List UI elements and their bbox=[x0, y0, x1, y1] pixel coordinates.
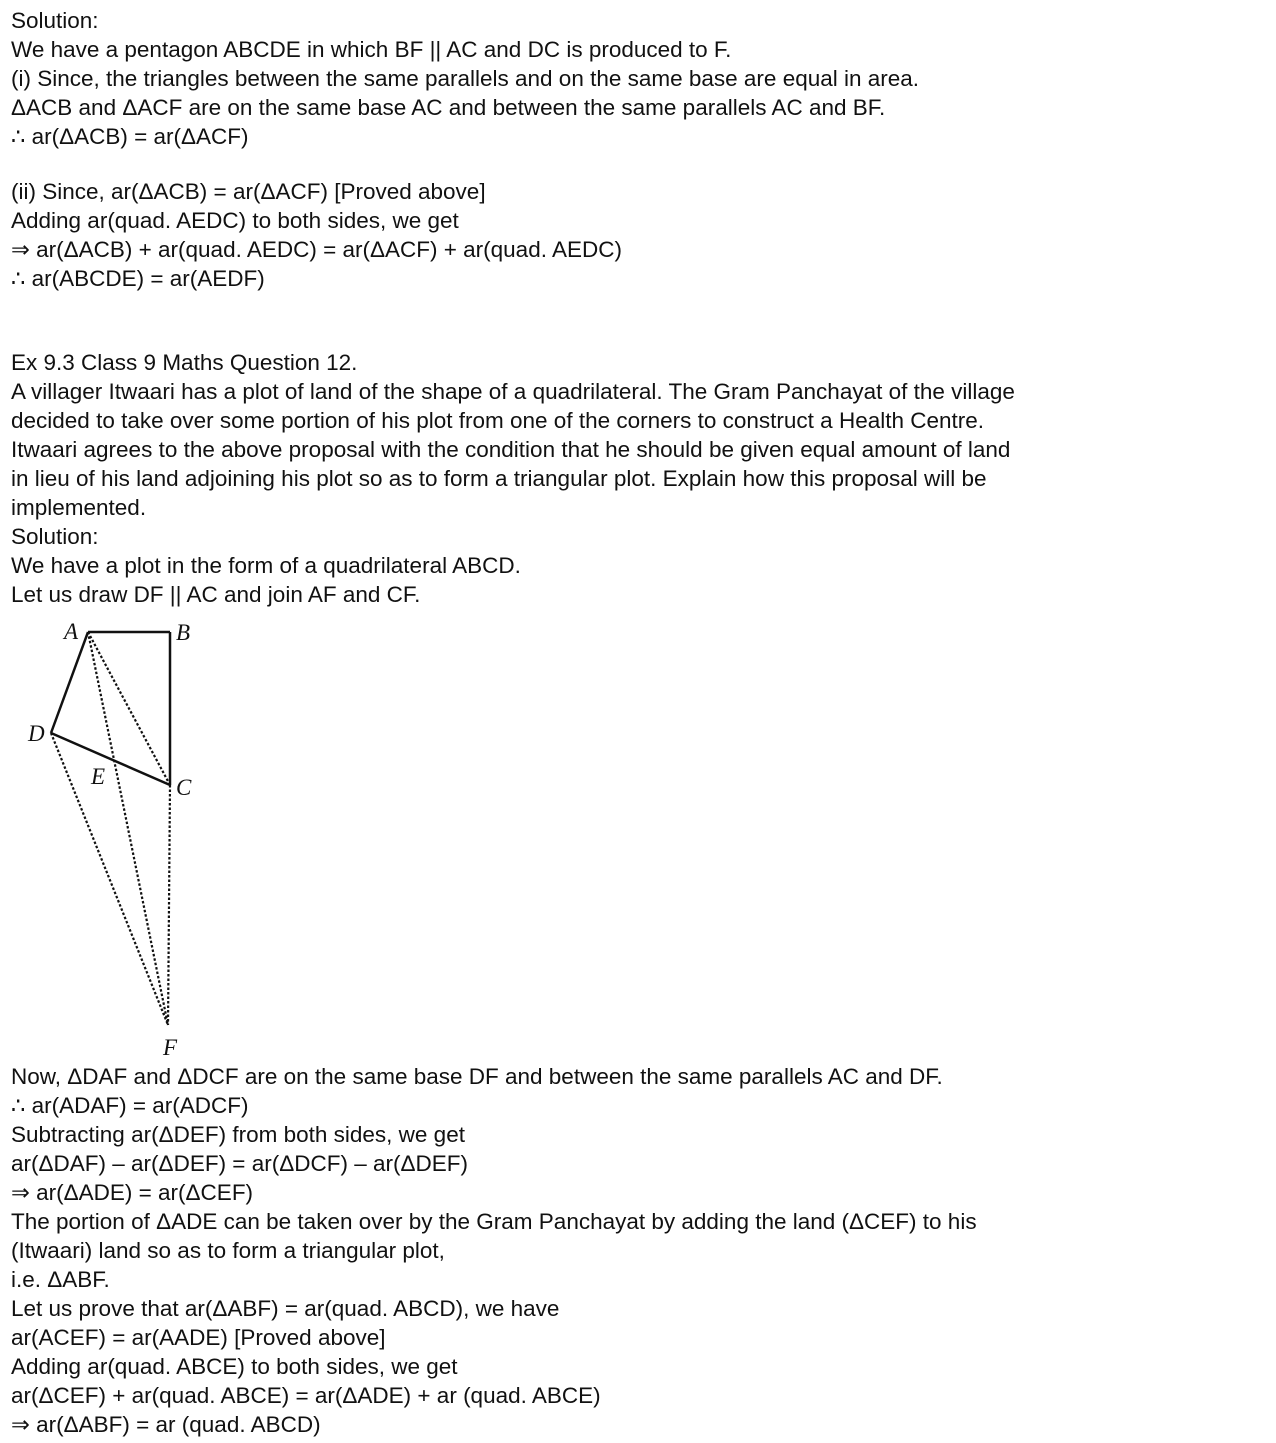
text-line: (ii) Since, ar(ΔACB) = ar(ΔACF) [Proved above] bbox=[11, 179, 486, 204]
text-line: Let us draw DF || AC and join AF and CF. bbox=[11, 582, 421, 607]
solution-part-2 bbox=[11, 1062, 1261, 1439]
text-line: We have a pentagon ABCDE in which BF || AC and DC is produced to F. bbox=[11, 37, 732, 62]
text-line: implemented. bbox=[11, 495, 147, 520]
quadrilateral-diagram bbox=[20, 615, 210, 1060]
text-line: ⇒ ar(ΔABF) = ar (quad. ABCD) bbox=[11, 1412, 321, 1437]
solution-part-1 bbox=[11, 6, 1261, 293]
paragraph-gap bbox=[11, 151, 1261, 177]
text-line: Now, ΔDAF and ΔDCF are on the same base DF and between the same parallels AC and DF. bbox=[11, 1064, 943, 1089]
text-line: ⇒ ar(ΔADE) = ar(ΔCEF) bbox=[11, 1180, 254, 1205]
text-line: ∴ ar(ABCDE) = ar(AEDF) bbox=[11, 266, 265, 291]
text-line: Solution: bbox=[11, 8, 99, 33]
text-line: ar(ACEF) = ar(AADE) [Proved above] bbox=[11, 1325, 386, 1350]
text-line: Let us prove that ar(ΔABF) = ar(quad. ABCD), we have bbox=[11, 1296, 560, 1321]
text-line: Solution: bbox=[11, 524, 99, 549]
text-line: (Itwaari) land so as to form a triangular plot, bbox=[11, 1238, 445, 1263]
question-title: Ex 9.3 Class 9 Maths Question 12. bbox=[11, 350, 358, 375]
label-d: D bbox=[28, 721, 45, 746]
label-a: A bbox=[64, 619, 79, 644]
text-line: The portion of ΔADE can be taken over by the Gram Panchayat by adding the land (ΔCEF) to his bbox=[11, 1209, 977, 1234]
side-da bbox=[51, 632, 88, 733]
label-c: C bbox=[176, 775, 192, 800]
text-line: (i) Since, the triangles between the same parallels and on the same base are equal in area. bbox=[11, 66, 920, 91]
text-line: Adding ar(quad. ABCE) to both sides, we get bbox=[11, 1354, 458, 1379]
text-line: decided to take over some portion of his plot from one of the corners to construct a Health Centre. bbox=[11, 408, 985, 433]
text-line: ∴ ar(ΔACB) = ar(ΔACF) bbox=[11, 124, 249, 149]
text-line: i.e. ΔABF. bbox=[11, 1267, 110, 1292]
text-line: in lieu of his land adjoining his plot so as to form a triangular plot. Explain how this proposal will be bbox=[11, 466, 987, 491]
text-line: Adding ar(quad. AEDC) to both sides, we get bbox=[11, 208, 459, 233]
label-e: E bbox=[91, 764, 106, 789]
label-f: F bbox=[163, 1035, 178, 1060]
text-line: ΔACB and ΔACF are on the same base AC and between the same parallels AC and BF. bbox=[11, 95, 886, 120]
label-b: B bbox=[176, 620, 191, 645]
text-line: ar(ΔDAF) – ar(ΔDEF) = ar(ΔDCF) – ar(ΔDEF) bbox=[11, 1151, 468, 1176]
line-ac bbox=[88, 632, 170, 785]
text-line: A villager Itwaari has a plot of land of the shape of a quadrilateral. The Gram Panchayat of the village bbox=[11, 379, 1015, 404]
text-line: ⇒ ar(ΔACB) + ar(quad. AEDC) = ar(ΔACF) + ar(quad. AEDC) bbox=[11, 237, 622, 262]
text-line: Itwaari agrees to the above proposal with the condition that he should be given equal amount of land bbox=[11, 437, 1011, 462]
side-cd bbox=[51, 733, 170, 785]
line-af bbox=[88, 632, 168, 1025]
question-12 bbox=[11, 348, 1261, 609]
text-line: Subtracting ar(ΔDEF) from both sides, we get bbox=[11, 1122, 465, 1147]
text-line: We have a plot in the form of a quadrilateral ABCD. bbox=[11, 553, 521, 578]
line-cf bbox=[168, 785, 170, 1025]
text-line: ∴ ar(ADAF) = ar(ADCF) bbox=[11, 1093, 249, 1118]
text-line: ar(ΔCEF) + ar(quad. ABCE) = ar(ΔADE) + ar (quad. ABCE) bbox=[11, 1383, 601, 1408]
